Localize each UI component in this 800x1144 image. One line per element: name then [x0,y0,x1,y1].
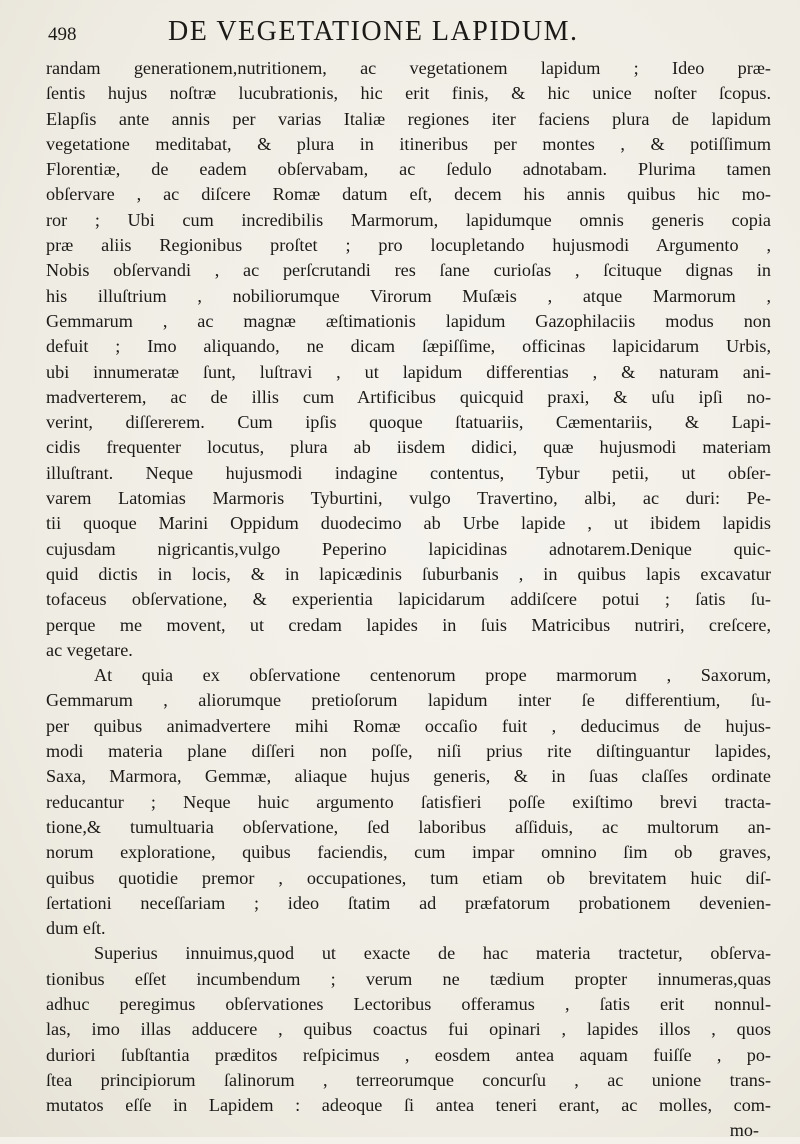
text-line: tionibus eſſet incumbendum ; verum ne tædium propter innumeras,quas [46,968,771,989]
text-line: dum eſt. [46,918,106,939]
text-line: Nobis obſervandi , ac perſcrutandi res ſane curioſas , ſcituque dignas in [46,260,771,281]
text-line: Florentiæ, de eadem obſervabam, ac ſedulo adnotabam. Plurima tamen [46,159,771,180]
page-header [48,10,768,52]
text-line: tofaceus obſervatione, & experientia lapicidarum addiſcere potui ; ſatis ſu- [46,589,771,610]
text-line: Gemmarum , aliorumque pretioſorum lapidum inter ſe differentium, ſu- [46,690,771,711]
text-line: his illuſtrium , nobiliorumque Virorum Muſæis , atque Marmorum , [46,285,771,306]
text-line: duriori ſubſtantia præditos reſpicimus , eosdem antea aquam fuiſſe , po- [46,1044,771,1065]
text-line: verint, diſſererem. Cum ipſis quoque ſtatuariis, Cæmentariis, & Lapi- [46,412,771,433]
text-line: Superius innuimus,quod ut exacte de hac materia tractetur, obſerva- [94,943,771,964]
text-line: At quia ex obſervatione centenorum prope marmorum , Saxorum, [94,665,771,686]
text-line: tii quoque Marini Oppidum duodecimo ab Urbe lapide , ut ibidem lapidis [46,513,771,534]
text-line: mo- [729,1120,759,1141]
text-line: ſertationi neceſſariam ; ideo ſtatim ad præfatorum probationem devenien- [46,892,771,913]
text-line: quid dictis in locis, & in lapicædinis ſuburbanis , in quibus lapis excavatur [46,563,771,584]
text-line: randam generationem,nutritionem, ac vegetationem lapidum ; Ideo præ- [46,58,771,78]
text-line: Saxa, Marmora, Gemmæ, aliaque hujus generis, & in ſuas claſſes ordinate [46,766,771,787]
text-line: madverterem, ac de illis cum Artificibus quicquid praxi, & uſu ipſi no- [46,386,771,407]
text-line: perque me movent, ut credam lapides in ſuis Matricibus nutriri, creſcere, [46,614,771,635]
text-line: cujusdam nigricantis,vulgo Peperino lapicidinas adnotarem.Denique quic- [46,538,771,559]
page-number: 498 [48,24,77,45]
text-line: vegetatione meditabat, & plura in itineribus per montes , & potiſſimum [46,133,771,154]
text-line: per quibus animadvertere mihi Romæ occaſio fuit , deducimus de hujus- [46,715,771,736]
text-line: norum exploratione, quibus faciendis, cum impar omnino ſim ob graves, [46,842,771,863]
text-line: reducantur ; Neque huic argumento ſatisfieri poſſe exiſtimo brevi tracta- [46,791,771,812]
text-line: adhuc peregimus obſervationes Lectoribus offeramus , ſatis erit nonnul- [46,993,771,1014]
text-line: præ aliis Regionibus proſtet ; pro locupletando hujusmodi Argumento , [46,235,771,256]
text-line: ſentis hujus noſtræ lucubrationis, hic erit finis, & hic unice noſter ſcopus. [46,83,771,104]
text-line: cidis frequenter locutus, plura ab iisdem didici, quæ hujusmodi materiam [46,437,771,458]
text-line: illuſtrant. Neque hujusmodi indagine contentus, Tybur petii, ut obſer- [46,462,771,483]
text-line: ror ; Ubi cum incredibilis Marmorum, lapidumque omnis generis copia [46,209,771,230]
running-head: DE VEGETATIONE LAPIDUM. [168,16,579,47]
text-line: defuit ; Imo aliquando, ne dicam ſæpiſſime, officinas lapicidarum Urbis, [46,336,771,357]
text-line: varem Latomias Marmoris Tyburtini, vulgo Travertino, albi, ac duri: Pe- [46,488,771,509]
text-line: las, imo illas adducere , quibus coactus fui opinari , lapides illos , quos [46,1019,771,1040]
text-line: quibus quotidie premor , occupationes, tum etiam ob brevitatem huic diſ- [46,867,771,888]
body-text [46,56,771,1144]
text-line: modi materia plane diſſeri non poſſe, niſi prius rite diſtinguantur lapides, [46,741,771,762]
text-line: tione,& tumultuaria obſervatione, ſed laboribus aſſiduis, ac multorum an- [46,816,771,837]
text-line: Elapſis ante annis per varias Italiæ regiones iter faciens plura de lapidum [46,108,771,129]
text-line: Gemmarum , ac magnæ æſtimationis lapidum Gazophilaciis modus non [46,310,771,331]
text-line: ubi innumeratæ ſunt, luſtravi , ut lapidum differentias , & naturam ani- [46,361,771,382]
text-line: ſtea principiorum ſalinorum , terreorumque concurſu , ac unione trans- [46,1069,771,1090]
text-line: ac vegetare. [46,639,133,660]
text-line: obſervare , ac diſcere Romæ datum eſt, decem his annis quibus hic mo- [46,184,771,205]
text-line: mutatos eſſe in Lapidem : adeoque ſi antea teneri erant, ac molles, com- [46,1095,771,1116]
